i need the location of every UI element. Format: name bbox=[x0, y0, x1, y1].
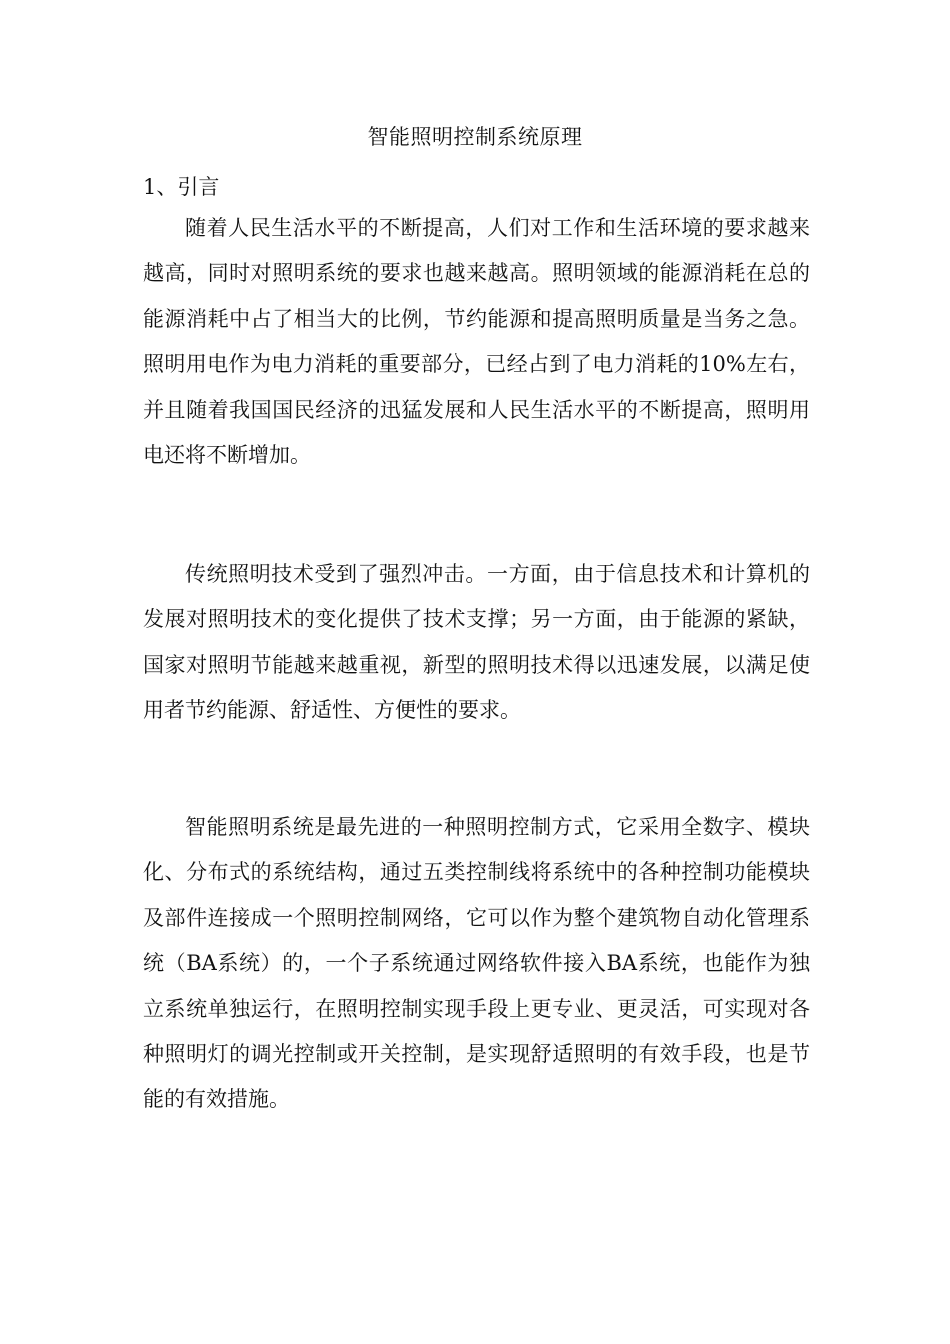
section-heading: 1、引言 bbox=[143, 175, 220, 199]
paragraph-3: 智能照明系统是最先进的一种照明控制方式，它采用全数字、模块化、分布式的系统结构，通过五类控制线将系统中的各种控制功能模块及部件连接成一个照明控制网络，它可以作为整个建筑物自动化管理系统（BA系统）的，一个子系统通过网络软件接入BA系统，也能作为独立系统单独运行，在照明控制实现手段上更专业、更灵活，可实现对各种照明灯的调光控制或开关控制，是实现舒适照明的有效手段，也是节能的有效措施。 bbox=[143, 815, 810, 1112]
document-title: 智能照明控制系统原理 bbox=[367, 125, 583, 149]
paragraph-1: 随着人民生活水平的不断提高，人们对工作和生活环境的要求越来越高，同时对照明系统的要求也越来越高。照明领域的能源消耗在总的能源消耗中占了相当大的比例，节约能源和提高照明质量是当务之急。照明用电作为电力消耗的重要部分，已经占到了电力消耗的10%左右，并且随着我国国民经济的迅猛发展和人民生活水平的不断提高，照明用电还将不断增加。 bbox=[143, 216, 810, 468]
paragraph-2: 传统照明技术受到了强烈冲击。一方面，由于信息技术和计算机的发展对照明技术的变化提供了技术支撑；另一方面，由于能源的紧缺，国家对照明节能越来越重视，新型的照明技术得以迅速发展，以满足使用者节约能源、舒适性、方便性的要求。 bbox=[143, 562, 810, 723]
